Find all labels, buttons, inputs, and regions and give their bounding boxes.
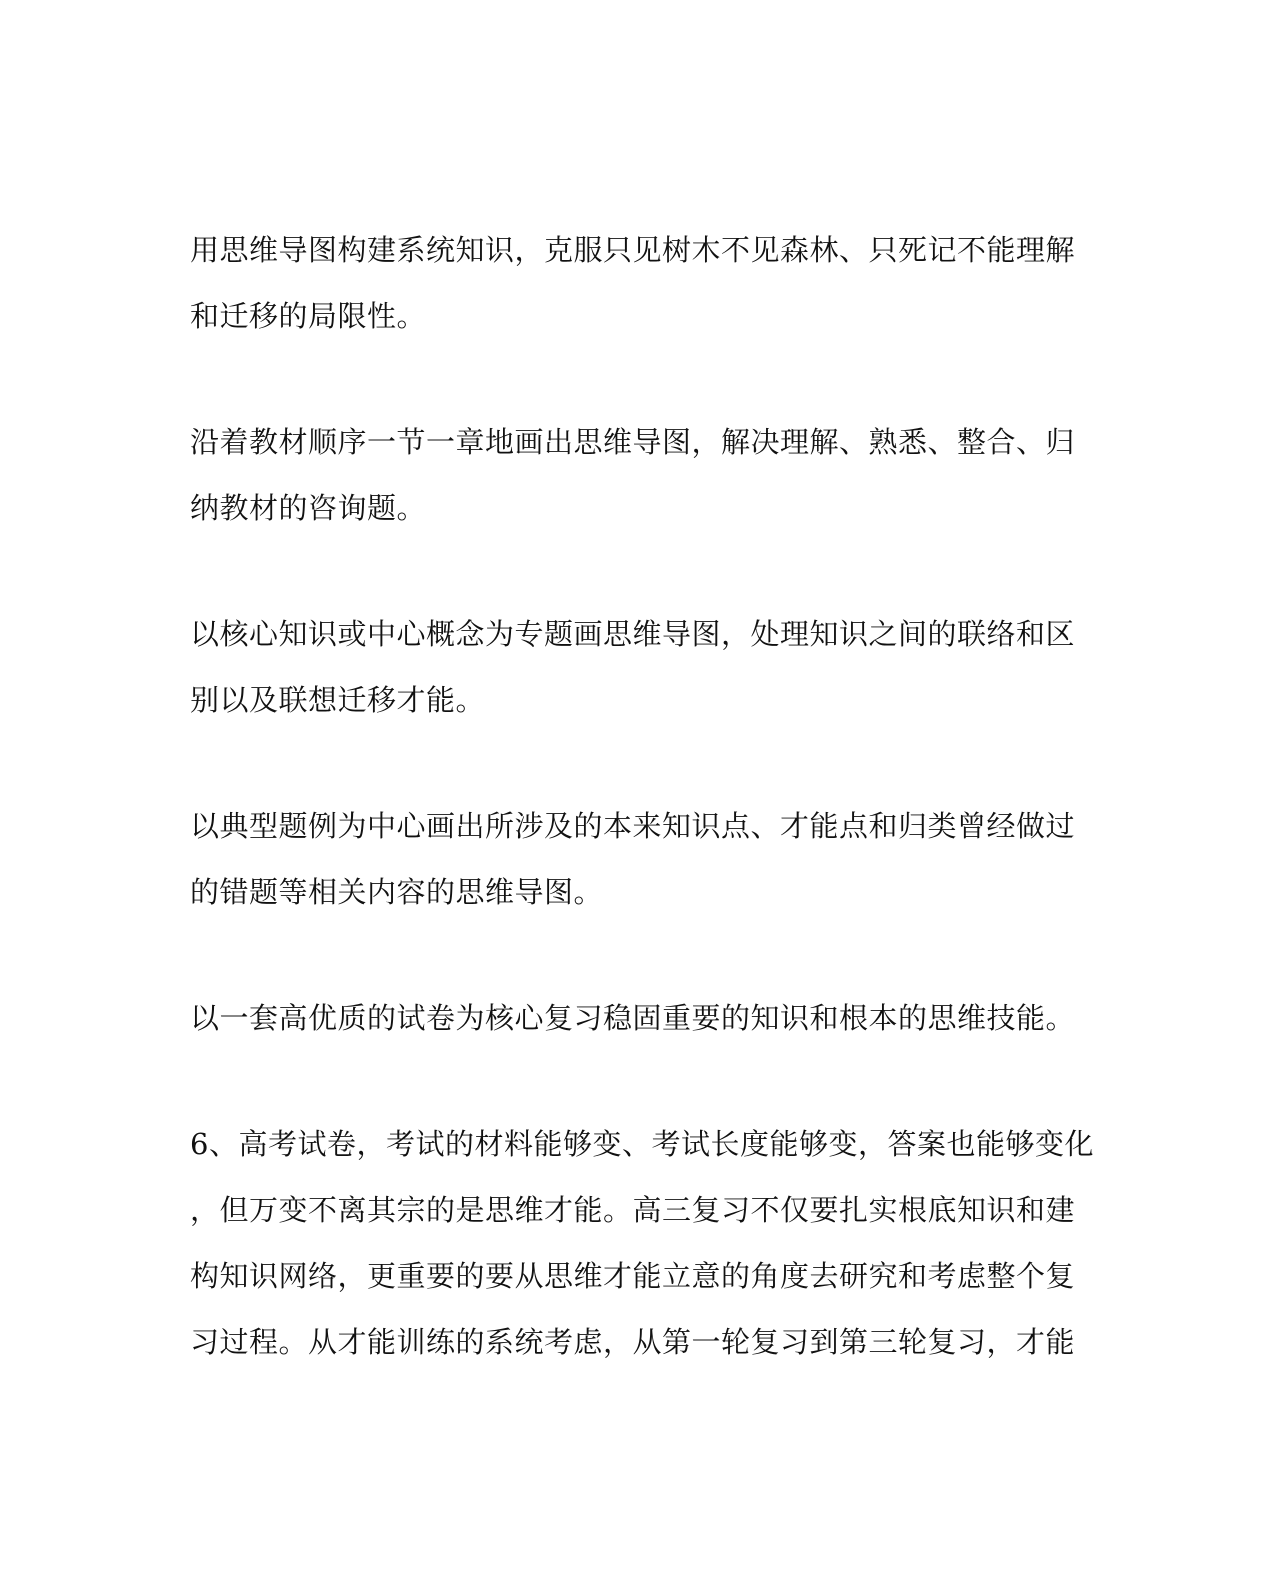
paragraph-6-line-4: 习过程。从才能训练的系统考虑，从第一轮复习到第三轮复习，才能 xyxy=(190,1325,1076,1359)
paragraph-3-line-2: 别以及联想迁移才能。 xyxy=(190,683,486,717)
paragraph-6-line-3: 构知识网络，更重要的要从思维才能立意的角度去研究和考虑整个复 xyxy=(190,1259,1076,1293)
paragraph-4-line-1: 以典型题例为中心画出所涉及的本来知识点、才能点和归类曾经做过 xyxy=(190,809,1076,843)
paragraph-1-line-2: 和迁移的局限性。 xyxy=(190,299,427,333)
paragraph-4-line-2: 的错题等相关内容的思维导图。 xyxy=(190,875,604,909)
paragraph-5-line-1: 以一套高优质的试卷为核心复习稳固重要的知识和根本的思维技能。 xyxy=(190,1001,1076,1035)
paragraph-3-line-1: 以核心知识或中心概念为专题画思维导图，处理知识之间的联络和区 xyxy=(190,617,1076,651)
paragraph-2-line-2: 纳教材的咨询题。 xyxy=(190,491,427,525)
paragraph-1-line-1: 用思维导图构建系统知识，克服只见树木不见森林、只死记不能理解 xyxy=(190,233,1076,267)
paragraph-6-line-2: ，但万变不离其宗的是思维才能。高三复习不仅要扎实根底知识和建 xyxy=(190,1193,1076,1227)
paragraph-2-line-1: 沿着教材顺序一节一章地画出思维导图，解决理解、熟悉、整合、归 xyxy=(190,425,1076,459)
paragraph-6-line-1: 6、高考试卷，考试的材料能够变、考试长度能够变，答案也能够变化 xyxy=(190,1127,1094,1161)
